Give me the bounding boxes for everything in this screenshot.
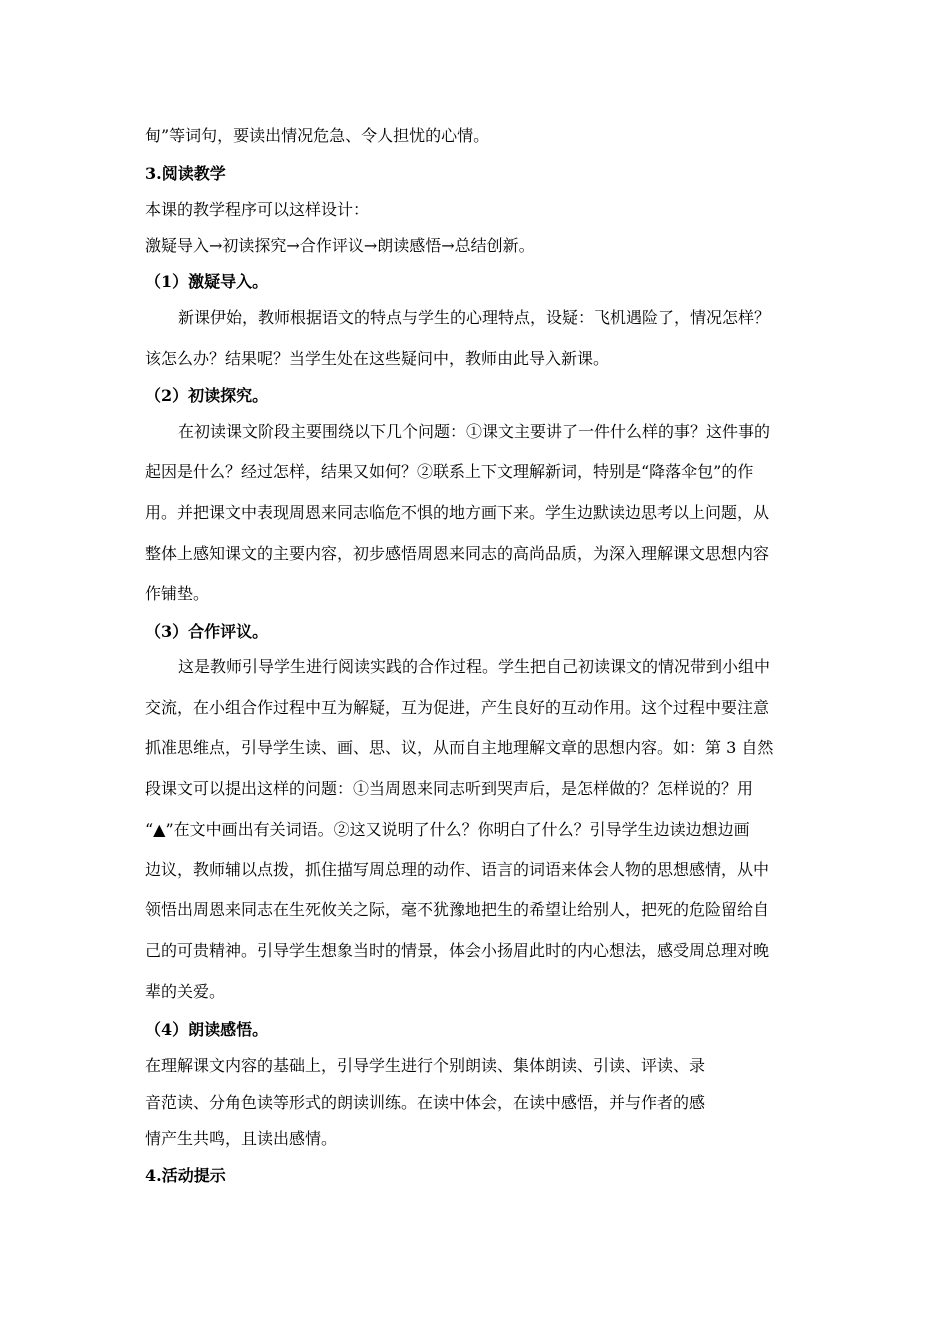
- paragraph-line: 用。并把课文中表现周恩来同志临危不惧的地方画下来。学生边默读边思考以上问题，从: [145, 503, 770, 522]
- subsection-heading: （1）激疑导入。: [145, 272, 269, 291]
- section-heading: 3.阅读教学: [145, 164, 226, 183]
- text-line: 本课的教学程序可以这样设计：: [145, 200, 370, 219]
- paragraph-line: 领悟出周恩来同志在生死攸关之际，毫不犹豫地把生的希望让给别人，把死的危险留给自: [145, 900, 770, 919]
- paragraph-line: 新课伊始，教师根据语文的特点与学生的心理特点，设疑：飞机遇险了，情况怎样？: [178, 308, 771, 327]
- text-line: 甸”等词句，要读出情况危急、令人担忧的心情。: [145, 126, 490, 145]
- section-heading: 4.活动提示: [145, 1166, 226, 1185]
- paragraph-line: 整体上感知课文的主要内容，初步感悟周恩来同志的高尚品质，为深入理解课文思想内容: [145, 544, 770, 563]
- paragraph-line: 在理解课文内容的基础上，引导学生进行个别朗读、集体朗读、引读、评读、录: [145, 1056, 706, 1075]
- subsection-heading: （3）合作评议。: [145, 622, 269, 641]
- paragraph-line: 辈的关爱。: [145, 982, 226, 1001]
- paragraph-line: 在初读课文阶段主要围绕以下几个问题：①课文主要讲了一件什么样的事？这件事的: [178, 422, 771, 441]
- paragraph-line: 己的可贵精神。引导学生想象当时的情景，体会小扬眉此时的内心想法，感受周总理对晚: [145, 941, 770, 960]
- paragraph-line: 音范读、分角色读等形式的朗读训练。在读中体会，在读中感悟，并与作者的感: [145, 1093, 706, 1112]
- paragraph-line: 作铺垫。: [145, 584, 210, 603]
- paragraph-line: 这是教师引导学生进行阅读实践的合作过程。学生把自己初读课文的情况带到小组中: [178, 657, 771, 676]
- subsection-heading: （2）初读探究。: [145, 386, 269, 405]
- paragraph-line: 起因是什么？经过怎样，结果又如何？②联系上下文理解新词，特别是“降落伞包”的作: [145, 462, 754, 481]
- paragraph-line: 该怎么办？结果呢？当学生处在这些疑问中，教师由此导入新课。: [145, 349, 610, 368]
- paragraph-line: 边议，教师辅以点拨，抓住描写周总理的动作、语言的词语来体会人物的思想感情，从中: [145, 860, 770, 879]
- paragraph-line: 抓准思维点，引导学生读、画、思、议，从而自主地理解文章的思想内容。如：第 3 自然: [145, 738, 774, 757]
- paragraph-line: 交流，在小组合作过程中互为解疑，互为促进，产生良好的互动作用。这个过程中要注意: [145, 698, 770, 717]
- text-line: 激疑导入→初读探究→合作评议→朗读感悟→总结创新。: [145, 236, 535, 255]
- paragraph-line: 情产生共鸣，且读出感情。: [145, 1129, 338, 1148]
- subsection-heading: （4）朗读感悟。: [145, 1020, 269, 1039]
- paragraph-line: “▲”在文中画出有关词语。②这又说明了什么？你明白了什么？引导学生边读边想边画: [145, 820, 750, 839]
- paragraph-line: 段课文可以提出这样的问题：①当周恩来同志听到哭声后，是怎样做的？怎样说的？用: [145, 779, 754, 798]
